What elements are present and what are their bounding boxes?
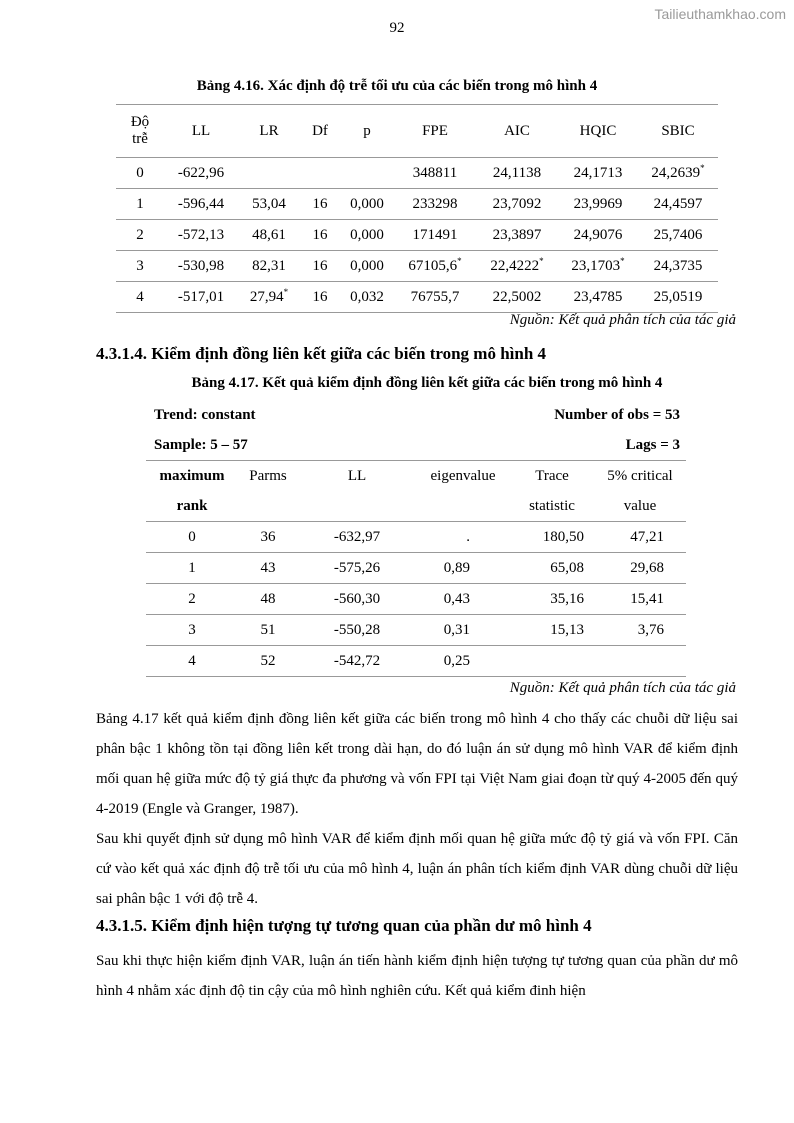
cell-trace: 65,08 [510, 553, 594, 584]
sample-label: Sample: 5 – 57 [146, 430, 416, 461]
significance-star: * [283, 286, 289, 297]
header-hqic: HQIC [558, 105, 638, 158]
table-row [116, 251, 718, 282]
cell-ll: -517,01 [164, 282, 238, 313]
cell-trace [510, 646, 594, 677]
cell-aic: 24,1138 [476, 158, 558, 189]
significance-star: * [700, 162, 705, 173]
table-4-17-source: Nguồn: Kết quả phân tích của tác giả [509, 680, 736, 696]
cell-ll: -560,30 [298, 584, 416, 615]
cell-rank: 2 [146, 584, 238, 615]
header-row-2 [146, 491, 686, 522]
cell-sbic: 24,4597 [638, 189, 718, 220]
cell-p [340, 158, 394, 189]
header-ll: LL [164, 105, 238, 158]
table-row [116, 189, 718, 220]
cell-parms: 48 [238, 584, 298, 615]
cell-eigen: . [416, 522, 510, 553]
cell-lag: 0 [116, 158, 164, 189]
cell-hqic: 23,1703* [558, 251, 638, 282]
cell-df: 16 [300, 189, 340, 220]
significance-star: * [457, 255, 462, 266]
header-eigenvalue: eigenvalue [430, 467, 496, 484]
cell-eigen: 0,43 [416, 584, 510, 615]
header-p: p [340, 105, 394, 158]
header-fpe: FPE [394, 105, 476, 158]
significance-star: * [620, 255, 625, 266]
cell-parms: 36 [238, 522, 298, 553]
cell-df: 16 [300, 220, 340, 251]
cell-aic: 22,4222* [476, 251, 558, 282]
sample-row [146, 430, 686, 461]
cell-ll: -575,26 [298, 553, 416, 584]
header-df: Df [300, 105, 340, 158]
cell-ll: -550,28 [298, 615, 416, 646]
cell-crit: 47,21 [594, 522, 686, 553]
cell-ll: -622,96 [164, 158, 238, 189]
cell-aic: 22,5002 [476, 282, 558, 313]
header-rank: rank [146, 491, 238, 522]
header-parms: Parms [249, 467, 287, 484]
header-trace: Trace [535, 467, 569, 484]
paragraph-1: Bảng 4.17 kết quả kiểm định đồng liên kết giữa các biến trong mô hình 4 cho thấy các chuỗi dữ liệu sai phân bậc 1 không tồn tại đồng liên kết trong dài hạn, do đó luận án sử dụng mô hình VAR để kiểm định mối quan hệ giữa mức độ tỷ giá thực đa phương và vốn FPI tại Việt Nam giai đoạn từ quý 4-2005 đến quý 4-2019 (Engle và Granger, 1987). [96, 711, 738, 817]
significance-star: * [539, 255, 544, 266]
paragraph-2: Sau khi quyết định sử dụng mô hình VAR để kiểm định mối quan hệ giữa mức độ tỷ giá và vốn FPI. Căn cứ vào kết quả xác định độ trễ tối ưu của mô hình 4, luận án phân tích kiểm định VAR dùng chuỗi dữ liệu sai phân bậc 1 với độ trễ 4. [96, 831, 738, 907]
cell-lr: 82,31 [238, 251, 300, 282]
cell-crit: 3,76 [594, 615, 686, 646]
table-4-16-caption: Bảng 4.16. Xác định độ trễ tối ưu của các biến trong mô hình 4 [196, 78, 598, 94]
header-row-1 [146, 461, 686, 492]
cell-p: 0,000 [340, 189, 394, 220]
header-sbic: SBIC [638, 105, 718, 158]
trend-row [146, 400, 686, 430]
cell-hqic: 24,9076 [558, 220, 638, 251]
table-header-row [116, 105, 718, 158]
cell-sbic: 24,2639* [638, 158, 718, 189]
table-row [116, 158, 718, 189]
cell-trace: 180,50 [510, 522, 594, 553]
section-heading-4315: 4.3.1.5. Kiểm định hiện tượng tự tương quan của phần dư mô hình 4 [96, 916, 592, 935]
cell-p: 0,000 [340, 251, 394, 282]
cell-eigen: 0,31 [416, 615, 510, 646]
cell-lag: 4 [116, 282, 164, 313]
cell-df: 16 [300, 282, 340, 313]
cell-sbic: 25,7406 [638, 220, 718, 251]
header-lr: LR [238, 105, 300, 158]
cell-trace: 15,13 [510, 615, 594, 646]
table-row [116, 282, 718, 313]
cell-ll: -596,44 [164, 189, 238, 220]
lags-label: Lags = 3 [416, 430, 686, 461]
header-lag: Độ trễ [116, 105, 164, 158]
watermark: Tailieuthamkhao.com [654, 6, 786, 22]
section-heading-4314: 4.3.1.4. Kiểm định đồng liên kết giữa các biến trong mô hình 4 [96, 344, 547, 363]
header-max-rank: maximum [159, 467, 225, 484]
cell-parms: 43 [238, 553, 298, 584]
cell-hqic: 23,9969 [558, 189, 638, 220]
paragraph-3: Sau khi thực hiện kiểm định VAR, luận án tiến hành kiểm định hiện tượng tự tương quan của phần dư mô hình 4 nhằm xác định độ tin cậy của mô hình nghiên cứu. Kết quả kiểm đinh hiện [96, 953, 738, 999]
cell-aic: 23,7092 [476, 189, 558, 220]
cell-lr: 48,61 [238, 220, 300, 251]
cell-df [300, 158, 340, 189]
header-ll: LL [347, 467, 367, 484]
cell-ll: -572,13 [164, 220, 238, 251]
cell-lag: 2 [116, 220, 164, 251]
cell-parms: 52 [238, 646, 298, 677]
cell-aic: 23,3897 [476, 220, 558, 251]
page-number: 92 [389, 20, 405, 36]
cell-fpe: 348811 [394, 158, 476, 189]
header-value: value [594, 491, 686, 522]
table-row [146, 646, 686, 677]
cell-eigen: 0,25 [416, 646, 510, 677]
cell-crit: 29,68 [594, 553, 686, 584]
cell-parms: 51 [238, 615, 298, 646]
cell-fpe: 76755,7 [394, 282, 476, 313]
cell-fpe: 67105,6* [394, 251, 476, 282]
cell-p: 0,000 [340, 220, 394, 251]
table-4-16-source: Nguồn: Kết quả phân tích của tác giả [509, 312, 736, 328]
cell-ll: -542,72 [298, 646, 416, 677]
cell-sbic: 24,3735 [638, 251, 718, 282]
cell-eigen: 0,89 [416, 553, 510, 584]
cell-hqic: 24,1713 [558, 158, 638, 189]
cell-rank: 1 [146, 553, 238, 584]
cell-df: 16 [300, 251, 340, 282]
cell-ll: -632,97 [298, 522, 416, 553]
table-row [146, 584, 686, 615]
cell-lr: 53,04 [238, 189, 300, 220]
cell-trace: 35,16 [510, 584, 594, 615]
header-critical: 5% critical [607, 467, 673, 484]
cell-rank: 3 [146, 615, 238, 646]
nobs-label: Number of obs = 53 [554, 406, 680, 423]
cell-fpe: 233298 [394, 189, 476, 220]
header-statistic: statistic [510, 491, 594, 522]
cell-rank: 4 [146, 646, 238, 677]
cointegration-table [146, 400, 686, 677]
cell-crit [594, 646, 686, 677]
cell-crit: 15,41 [594, 584, 686, 615]
cell-lag: 1 [116, 189, 164, 220]
cell-lag: 3 [116, 251, 164, 282]
cell-sbic: 25,0519 [638, 282, 718, 313]
header-aic: AIC [476, 105, 558, 158]
cell-fpe: 171491 [394, 220, 476, 251]
cell-p: 0,032 [340, 282, 394, 313]
cell-rank: 0 [146, 522, 238, 553]
table-row [146, 522, 686, 553]
cell-ll: -530,98 [164, 251, 238, 282]
table-row [146, 615, 686, 646]
table-4-17-caption: Bảng 4.17. Kết quả kiểm định đồng liên kết giữa các biến trong mô hình 4 [191, 375, 663, 391]
cell-lr [238, 158, 300, 189]
table-row [146, 553, 686, 584]
cell-lr: 27,94* [238, 282, 300, 313]
lag-selection-table [116, 104, 718, 313]
cell-hqic: 23,4785 [558, 282, 638, 313]
trend-label: Trend: constant [154, 406, 256, 423]
table-row [116, 220, 718, 251]
